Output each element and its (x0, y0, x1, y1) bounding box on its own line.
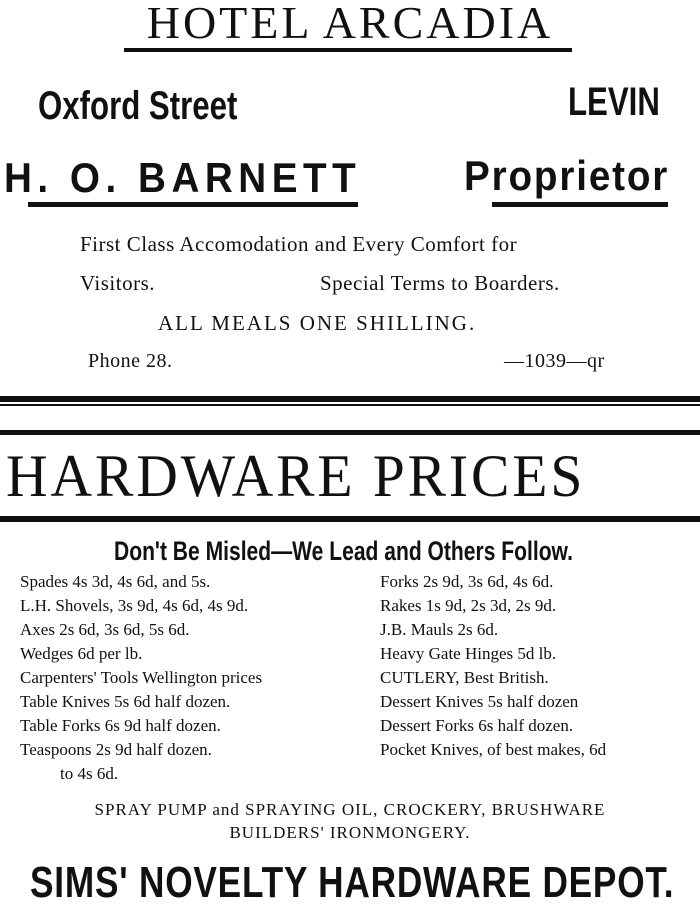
hardware-footer-line2: BUILDERS' IRONMONGERY. (229, 823, 471, 842)
hotel-street: Oxford Street (38, 84, 238, 128)
list-item: Axes 2s 6d, 3s 6d, 5s 6d. (20, 620, 190, 639)
list-item: Table Forks 6s 9d half dozen. (20, 716, 221, 735)
price-list-left (20, 570, 370, 786)
ad-divider-thin (0, 404, 700, 406)
proprietor-title: Proprietor (464, 152, 670, 199)
list-item: Teaspoons 2s 9d half dozen. (20, 740, 212, 759)
list-item: Dessert Knives 5s half dozen (380, 692, 579, 711)
proprietor-name: H. O. BARNETT (4, 154, 362, 201)
hardware-slogan: Don't Be Misled—We Lead and Others Follow. (114, 536, 574, 566)
list-item: CUTLERY, Best British. (380, 668, 549, 687)
list-item: to 4s 6d. (60, 764, 119, 783)
hardware-title: HARDWARE PRICES (6, 443, 586, 509)
price-list-right (380, 570, 700, 762)
hotel-phone: Phone 28. (88, 350, 173, 372)
hardware-depot-name: SIMS' NOVELTY HARDWARE DEPOT. (30, 858, 675, 907)
hardware-title-rule (0, 516, 700, 522)
ad-divider (0, 396, 700, 402)
hotel-ad-reference: —1039—qr (504, 350, 605, 372)
proprietor-name-underline (28, 202, 358, 207)
list-item: L.H. Shovels, 3s 9d, 4s 6d, 4s 9d. (20, 596, 249, 615)
hotel-title: HOTEL ARCADIA (146, 0, 554, 48)
list-item: Dessert Forks 6s half dozen. (380, 716, 574, 735)
hotel-line-visitors: Visitors. (80, 271, 155, 295)
proprietor-title-underline (492, 202, 668, 207)
hotel-town: LEVIN (568, 80, 660, 124)
list-item: Forks 2s 9d, 3s 6d, 4s 6d. (380, 572, 554, 591)
list-item: Spades 4s 3d, 4s 6d, and 5s. (20, 572, 211, 591)
title-underline (124, 48, 572, 52)
hotel-line-meals: ALL MEALS ONE SHILLING. (158, 311, 477, 335)
hardware-footer-line1: SPRAY PUMP and SPRAYING OIL, CROCKERY, BRUSHWARE (94, 800, 606, 819)
list-item: Pocket Knives, of best makes, 6d (380, 740, 607, 759)
list-item: Heavy Gate Hinges 5d lb. (380, 644, 557, 663)
ad-divider-lower (0, 430, 700, 435)
list-item: Table Knives 5s 6d half dozen. (20, 692, 231, 711)
list-item: Wedges 6d per lb. (20, 644, 143, 663)
list-item: Carpenters' Tools Wellington prices (20, 668, 263, 687)
hotel-line-accommodation: First Class Accomodation and Every Comfort for (80, 232, 518, 256)
hotel-line-terms: Special Terms to Boarders. (320, 271, 560, 295)
list-item: J.B. Mauls 2s 6d. (380, 620, 499, 639)
list-item: Rakes 1s 9d, 2s 3d, 2s 9d. (380, 596, 557, 615)
